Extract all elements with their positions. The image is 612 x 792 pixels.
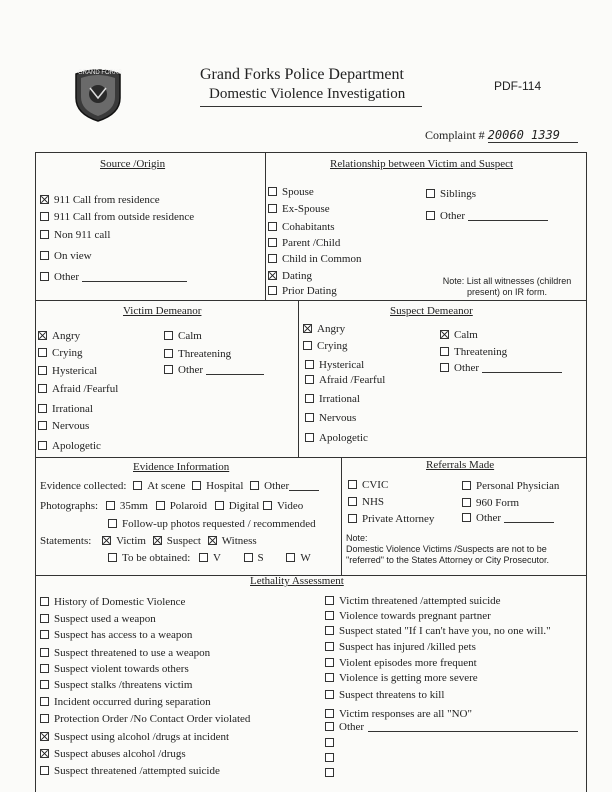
- checkbox-checked[interactable]: [268, 271, 277, 280]
- checkbox[interactable]: [286, 553, 295, 562]
- rel-dating[interactable]: Dating: [268, 270, 312, 282]
- checkbox[interactable]: [325, 722, 334, 731]
- lethality-left-item[interactable]: [40, 731, 229, 743]
- checkbox[interactable]: [325, 709, 334, 718]
- lethality-item-label: Suspect stated "If I can't have you, no one will.": [339, 625, 551, 637]
- lethality-item-label: Suspect threatens to kill: [339, 689, 445, 701]
- checkbox[interactable]: [108, 519, 117, 528]
- followup-photos[interactable]: Follow-up photos requested / recommended: [108, 518, 316, 530]
- suspect-threatening[interactable]: Threatening: [440, 346, 507, 358]
- checkbox[interactable]: [192, 481, 201, 490]
- checkbox-checked[interactable]: [40, 749, 49, 758]
- lethality-right-item[interactable]: [325, 689, 444, 701]
- checkbox[interactable]: [462, 481, 471, 490]
- checkbox[interactable]: [250, 481, 259, 490]
- checkbox[interactable]: [325, 738, 334, 747]
- witness-note: Note: List all witnesses (children present) on IR form.: [442, 276, 572, 297]
- lethality-right-item[interactable]: [325, 595, 501, 607]
- rel-ex-spouse[interactable]: Ex-Spouse: [268, 203, 330, 215]
- complaint-number[interactable]: 20060 1339: [488, 128, 578, 143]
- photographs-row: Photographs: 35mm Polaroid Digital Video: [40, 500, 304, 512]
- checkbox[interactable]: [325, 596, 334, 605]
- checkbox[interactable]: [244, 553, 253, 562]
- checkbox[interactable]: [133, 481, 142, 490]
- suspect-calm[interactable]: Calm: [440, 329, 478, 341]
- checkbox-checked[interactable]: [153, 536, 162, 545]
- checkbox-checked[interactable]: [208, 536, 217, 545]
- checkbox[interactable]: [38, 384, 47, 393]
- lethality-item-label: Other: [339, 721, 365, 733]
- checkbox[interactable]: [40, 680, 49, 689]
- checkbox-checked[interactable]: [440, 330, 449, 339]
- source-non-911[interactable]: Non 911 call: [40, 229, 110, 241]
- ref-physician[interactable]: Personal Physician: [462, 480, 559, 492]
- referral-note: Domestic Violence Victims /Suspects are not to be "referred" to the States Attorney or City Prosecutor.: [346, 544, 549, 565]
- relationship-heading: Relationship between Victim and Suspect: [330, 158, 514, 170]
- rel-other[interactable]: Other: [426, 210, 548, 222]
- checkbox[interactable]: [40, 648, 49, 657]
- source-on-view[interactable]: On view: [40, 250, 92, 262]
- rel-child-common[interactable]: Child in Common: [268, 253, 361, 265]
- rel-spouse[interactable]: Spouse: [268, 186, 314, 198]
- checkbox[interactable]: [268, 222, 277, 231]
- lethality-left-item[interactable]: [40, 647, 210, 659]
- lethality-left-item[interactable]: [40, 713, 250, 725]
- suspect-afraid[interactable]: Afraid /Fearful: [305, 374, 385, 386]
- rel-cohabitants[interactable]: Cohabitants: [268, 221, 335, 233]
- checkbox[interactable]: [40, 664, 49, 673]
- checkbox-checked[interactable]: [303, 324, 312, 333]
- ref-other[interactable]: Other: [462, 512, 554, 524]
- ref-nhs[interactable]: NHS: [348, 496, 384, 508]
- checkbox[interactable]: [164, 365, 173, 374]
- checkbox[interactable]: [325, 673, 334, 682]
- lethality-right-item[interactable]: [325, 610, 491, 622]
- suspect-other[interactable]: Other: [440, 362, 562, 374]
- lethality-item-label: Suspect used a weapon: [54, 613, 156, 625]
- victim-irrational[interactable]: Irrational: [38, 403, 93, 415]
- suspect-hysterical[interactable]: Hysterical: [305, 359, 364, 371]
- lethality-heading: Lethality Assessment: [250, 575, 344, 587]
- checkbox-checked[interactable]: [40, 195, 49, 204]
- lethality-item-label: Suspect threatened /attempted suicide: [54, 765, 220, 777]
- lethality-left-item[interactable]: [40, 679, 192, 691]
- checkbox[interactable]: [38, 348, 47, 357]
- victim-threatening[interactable]: Threatening: [164, 348, 231, 360]
- lethality-item-label: Suspect using alcohol /drugs at incident: [54, 731, 230, 743]
- ref-cvic[interactable]: CVIC: [348, 479, 388, 491]
- suspect-crying[interactable]: Crying: [303, 340, 348, 352]
- evidence-heading: Evidence Information: [133, 461, 230, 473]
- source-heading: Source /Origin: [100, 158, 166, 170]
- ref-960-form[interactable]: 960 Form: [462, 497, 519, 509]
- checkbox-checked[interactable]: [38, 331, 47, 340]
- checkbox[interactable]: [38, 404, 47, 413]
- checkbox[interactable]: [199, 553, 208, 562]
- lethality-item-label: Violent episodes more frequent: [339, 657, 477, 669]
- checkbox[interactable]: [303, 341, 312, 350]
- rel-parent-child[interactable]: Parent /Child: [268, 237, 340, 249]
- suspect-nervous[interactable]: Nervous: [305, 412, 356, 424]
- checkbox[interactable]: [426, 189, 435, 198]
- complaint-label: Complaint #: [425, 128, 485, 142]
- lethality-item-label: History of Domestic Violence: [54, 596, 186, 608]
- lethality-item-label: Suspect abuses alcohol /drugs: [54, 748, 186, 760]
- referrals-heading: Referrals Made: [426, 459, 495, 471]
- lethality-item-label: Suspect threatened to use a weapon: [54, 647, 211, 659]
- lethality-left-item[interactable]: [40, 629, 192, 641]
- checkbox[interactable]: [156, 501, 165, 510]
- checkbox[interactable]: [268, 204, 277, 213]
- checkbox[interactable]: [40, 630, 49, 639]
- form-number: PDF-114: [494, 79, 542, 93]
- checkbox[interactable]: [106, 501, 115, 510]
- lethality-left-item[interactable]: [40, 765, 220, 777]
- checkbox[interactable]: [348, 497, 357, 506]
- checkbox[interactable]: [40, 272, 49, 281]
- form-title: Domestic Violence Investigation: [209, 86, 406, 102]
- rel-prior-dating[interactable]: Prior Dating: [268, 285, 337, 297]
- lethality-item-label: Protection Order /No Contact Order violated: [54, 713, 251, 725]
- checkbox[interactable]: [325, 753, 334, 762]
- checkbox[interactable]: [268, 286, 277, 295]
- victim-nervous[interactable]: Nervous: [38, 420, 89, 432]
- checkbox[interactable]: [462, 498, 471, 507]
- checkbox[interactable]: [38, 366, 47, 375]
- badge-text: GRAND FORKS: [78, 70, 123, 76]
- victim-afraid[interactable]: Afraid /Fearful: [38, 383, 118, 395]
- checkbox[interactable]: [40, 714, 49, 723]
- lethality-right-item[interactable]: [325, 752, 339, 764]
- checkbox[interactable]: [38, 421, 47, 430]
- other-line[interactable]: [368, 721, 578, 732]
- checkbox[interactable]: [325, 768, 334, 777]
- victim-apologetic[interactable]: Apologetic: [38, 440, 101, 452]
- victim-angry[interactable]: Angry: [38, 330, 80, 342]
- victim-hysterical[interactable]: Hysterical: [38, 365, 97, 377]
- checkbox[interactable]: [40, 766, 49, 775]
- lethality-left-item[interactable]: [40, 613, 156, 625]
- checkbox[interactable]: [348, 480, 357, 489]
- lethality-right-item[interactable]: [325, 641, 476, 653]
- lethality-right-item[interactable]: [325, 672, 478, 684]
- checkbox[interactable]: [305, 394, 314, 403]
- checkbox[interactable]: [268, 187, 277, 196]
- referral-note-title: Note:: [346, 533, 368, 543]
- checkbox[interactable]: [325, 690, 334, 699]
- checkbox[interactable]: [426, 211, 435, 220]
- checkbox[interactable]: [164, 331, 173, 340]
- checkbox[interactable]: [305, 433, 314, 442]
- lethality-right-item[interactable]: [325, 767, 339, 779]
- checkbox[interactable]: [440, 363, 449, 372]
- lethality-right-item[interactable]: [325, 721, 578, 733]
- checkbox[interactable]: [325, 611, 334, 620]
- checkbox[interactable]: [325, 626, 334, 635]
- checkbox[interactable]: [348, 514, 357, 523]
- checkbox[interactable]: [305, 413, 314, 422]
- source-911-outside[interactable]: 911 Call from outside residence: [40, 211, 194, 223]
- lethality-item-label: Victim responses are all "NO": [339, 708, 472, 720]
- department-name: Grand Forks Police Department: [200, 66, 404, 83]
- victim-demeanor-heading: Victim Demeanor: [123, 305, 202, 317]
- checkbox[interactable]: [40, 230, 49, 239]
- to-be-obtained-row: To be obtained: V S W: [108, 552, 311, 564]
- source-other[interactable]: Other: [40, 271, 187, 283]
- lethality-left-item[interactable]: [40, 663, 189, 675]
- suspect-angry[interactable]: Angry: [303, 323, 345, 335]
- lethality-left-item[interactable]: [40, 748, 186, 760]
- checkbox[interactable]: [305, 375, 314, 384]
- lethality-right-item[interactable]: [325, 657, 477, 669]
- lethality-item-label: Violence towards pregnant partner: [339, 610, 491, 622]
- checkbox[interactable]: [40, 597, 49, 606]
- victim-other[interactable]: Other: [164, 364, 264, 376]
- checkbox[interactable]: [440, 347, 449, 356]
- checkbox[interactable]: [38, 441, 47, 450]
- rel-siblings[interactable]: Siblings: [426, 188, 476, 200]
- lethality-right-item[interactable]: [325, 737, 339, 749]
- checkbox[interactable]: [268, 238, 277, 247]
- lethality-item-label: Suspect violent towards others: [54, 663, 189, 675]
- victim-crying[interactable]: Crying: [38, 347, 83, 359]
- suspect-irrational[interactable]: Irrational: [305, 393, 360, 405]
- checkbox-checked[interactable]: [102, 536, 111, 545]
- evidence-collected-row: Evidence collected: At scene Hospital Other: [40, 480, 319, 492]
- checkbox[interactable]: [325, 658, 334, 667]
- checkbox[interactable]: [325, 642, 334, 651]
- checkbox[interactable]: [164, 349, 173, 358]
- lethality-left-item[interactable]: [40, 696, 211, 708]
- suspect-apologetic[interactable]: Apologetic: [305, 432, 368, 444]
- checkbox[interactable]: [40, 212, 49, 221]
- suspect-demeanor-heading: Suspect Demeanor: [390, 305, 473, 317]
- lethality-item-label: Victim threatened /attempted suicide: [339, 595, 501, 607]
- lethality-left-item[interactable]: [40, 596, 185, 608]
- checkbox[interactable]: [40, 614, 49, 623]
- checkbox[interactable]: [108, 553, 117, 562]
- lethality-right-item[interactable]: [325, 625, 551, 637]
- complaint-field: [425, 128, 578, 143]
- checkbox[interactable]: [263, 501, 272, 510]
- lethality-item-label: Suspect has access to a weapon: [54, 629, 193, 641]
- source-911-residence[interactable]: 911 Call from residence: [40, 194, 160, 206]
- statements-row: Statements: Victim Suspect Witness: [40, 535, 257, 547]
- checkbox[interactable]: [462, 513, 471, 522]
- lethality-item-label: Suspect has injured /killed pets: [339, 641, 476, 653]
- lethality-item-label: Suspect stalks /threatens victim: [54, 679, 193, 691]
- checkbox[interactable]: [40, 251, 49, 260]
- checkbox[interactable]: [40, 697, 49, 706]
- lethality-right-item[interactable]: [325, 708, 472, 720]
- checkbox-checked[interactable]: [40, 732, 49, 741]
- victim-calm[interactable]: Calm: [164, 330, 202, 342]
- checkbox[interactable]: [268, 254, 277, 263]
- lethality-item-label: Incident occurred during separation: [54, 696, 211, 708]
- ref-private-attorney[interactable]: Private Attorney: [348, 513, 434, 525]
- lethality-item-label: Violence is getting more severe: [339, 672, 478, 684]
- checkbox[interactable]: [215, 501, 224, 510]
- checkbox[interactable]: [305, 360, 314, 369]
